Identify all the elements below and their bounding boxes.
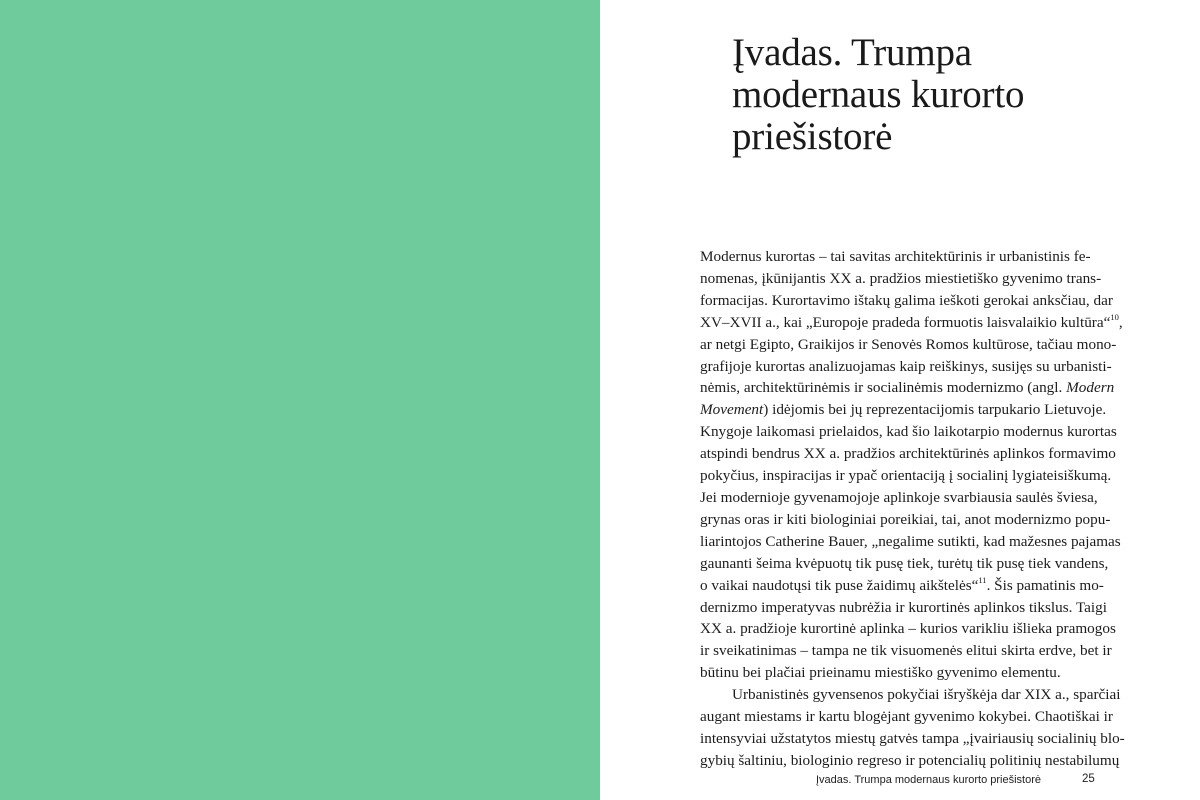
body-line: grynas oras ir kiti biologiniai poreikiai, tai, anot modernizmo popu- <box>700 510 1111 528</box>
chapter-title <box>732 32 1132 158</box>
body-line: gaunanti šeima kvėpuotų tik pusę tiek, turėtų tik pusę tiek vandens, <box>700 554 1109 572</box>
footnote-ref-10: 10 <box>1110 311 1119 322</box>
body-line-text: , <box>1118 313 1123 331</box>
body-line: formacijas. Kurortavimo ištakų galima ieškoti gerokai anksčiau, dar <box>700 291 1113 309</box>
body-line <box>700 399 1130 421</box>
body-line-text: . Šis pamatinis mo- <box>986 576 1104 594</box>
body-line: ar netgi Egipto, Graikijos ir Senovės Romos kultūrose, tačiau mono- <box>700 335 1117 353</box>
body-line: liarintojos Catherine Bauer, „negalime sutikti, kad mažesnes pajamas <box>700 532 1121 550</box>
body-line-text: XV–XVII a., kai „Europoje pradeda formuotis laisvalaikio kultūra“ <box>700 313 1111 331</box>
italic-term: Modern <box>1066 379 1115 397</box>
chapter-title-line: priešistorė <box>732 115 893 158</box>
body-line: pokyčius, inspiracijas ir ypač orientaciją į socialinį lygiateisiškumą. <box>700 467 1112 485</box>
body-line: Urbanistinės gyvensenos pokyčiai išryškėja dar XIX a., sparčiai <box>732 686 1121 704</box>
chapter-title-line: modernaus kurorto <box>732 73 1025 116</box>
body-line: intensyviai užstatytos miestų gatvės tampa „įvairiausių socialinių blo- <box>700 729 1125 747</box>
body-line: ir sveikatinimas – tampa ne tik visuomenės elitui skirta erdve, bet ir <box>700 642 1112 660</box>
body-line-text: o vaikai naudotųsi tik puse žaidimų aikštelės“ <box>700 576 979 594</box>
body-line-text: ) idėjomis bei jų reprezentacijomis tarpukario Lietuvoje. <box>763 401 1107 419</box>
body-line <box>700 312 1130 334</box>
body-line: Jei modernioje gyvenamojoje aplinkoje svarbiausia saulės šviesa, <box>700 488 1098 506</box>
body-line: atspindi bendrus XX a. pradžios architektūrinės aplinkos formavimo <box>700 445 1116 463</box>
right-page <box>600 0 1200 800</box>
body-line: augant miestams ir kartu blogėjant gyvenimo kokybei. Chaotiškai ir <box>700 708 1113 726</box>
body-line: XX a. pradžioje kurortinė aplinka – kurios varikliu išlieka pramogos <box>700 620 1116 638</box>
italic-term: Movement <box>700 401 764 419</box>
body-line: Modernus kurortas – tai savitas architektūrinis ir urbanistinis fe- <box>700 248 1091 265</box>
page-number: 25 <box>1082 773 1095 785</box>
body-line <box>700 575 1130 597</box>
body-text <box>700 246 1130 772</box>
body-line-text: nėmis, architektūrinėmis ir socialinėmis modernizmo (angl. <box>700 379 1067 397</box>
body-line: gybių šaltiniu, biologinio regreso ir potencialių politinių nestabilumų <box>700 751 1120 769</box>
body-line: nomenas, įkūnijantis XX a. pradžios miestietiško gyvenimo trans- <box>700 269 1102 287</box>
body-line: Knygoje laikomasi prielaidos, kad šio laikotarpio modernus kurortas <box>700 423 1117 441</box>
running-footer: Įvadas. Trumpa modernaus kurorto priešistorė <box>816 774 1041 786</box>
footnote-ref-11: 11 <box>978 574 987 585</box>
body-line <box>700 377 1130 399</box>
body-line: dernizmo imperatyvas nubrėžia ir kurortinės aplinkos tikslus. Taigi <box>700 598 1107 616</box>
chapter-title-line: Įvadas. Trumpa <box>732 31 972 74</box>
body-line: būtinu bei plačiai prieinamu miestiško gyvenimo elementu. <box>700 664 1061 682</box>
body-line: grafijoje kurortas analizuojamas kaip reiškinys, susijęs su urbanisti- <box>700 357 1112 375</box>
